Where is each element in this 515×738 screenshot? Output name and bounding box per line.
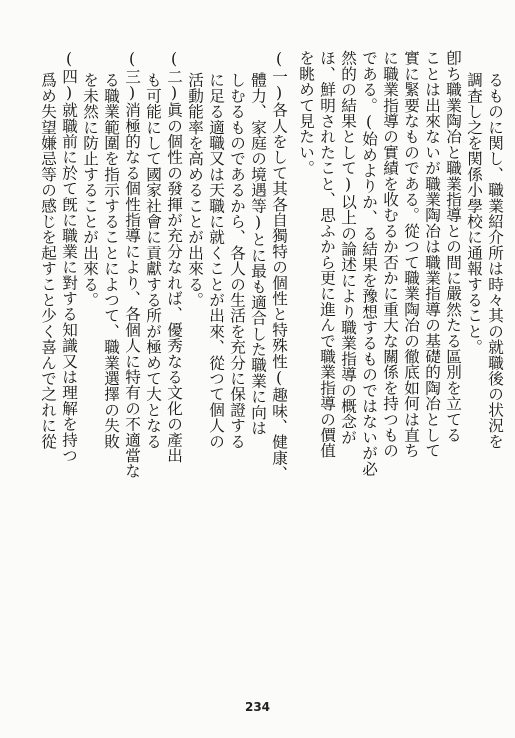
text-column: ほ、鮮明されたこと、思ふから更に進んで職業指導の價值 (318, 50, 336, 459)
page-number: 234 (244, 700, 271, 714)
text-column: を眺めて見たい。 (297, 50, 315, 176)
text-column: 調査し之を関係小學校に通報すること。 (465, 72, 483, 355)
text-column: 卽ち職業陶冶と職業指導との間に嚴然たる區別を立てる (444, 50, 462, 443)
list-item-column: (三)消極的なる個性指導により、各個人に特有の不適當な (123, 50, 141, 479)
text-column: に足る適職又は天職に就くことが出來、從つて個人の (207, 72, 225, 449)
text-column: る職業範圍を指示することによつて、職業選擇の失敗 (102, 72, 120, 449)
text-column: 實に緊要なものである。從つて職業陶冶の徹底如何は直ち (402, 50, 420, 459)
text-column: 然的の結果として)以上の論述により職業指導の概念が (339, 50, 357, 445)
list-item-column: (二)眞の個性の發揮が充分なれば、優秀なる文化の產出 (165, 50, 183, 463)
text-column: も可能にして國家社會に貢獻する所が極めて大となる (144, 72, 162, 449)
text-column: である。(始めよりか、る結果を豫想するものではないが必 (360, 50, 378, 477)
list-item-column: (四)就職前に於て旣に職業に對する知識又は理解を持つ (60, 50, 78, 463)
text-column: に職業指導の實績を收むるか否かに重大な關係を持つもの (381, 50, 399, 459)
text-column: 體力、家庭の境遇等)とに最も適合した職業に向は (249, 72, 267, 436)
list-item-column: (一)各人をして其各自獨特の個性と特殊性(趣味、健康、 (270, 50, 288, 482)
text-column: を未然に防止することが出來る。 (81, 72, 99, 308)
text-column: 活動能率を高めることが出來る。 (186, 72, 204, 308)
text-column: るものに関し、職業紹介所は時々其の就職後の状況を (486, 72, 504, 449)
text-column: 爲め失望嫌忌等の感じを起すこと少く喜んで之れに從 (39, 72, 57, 449)
text-column: ことは出來ないが職業陶冶は職業指導の基礎的陶冶として (423, 50, 441, 459)
text-column: しむるものであるから、各人の生活を充分に保證する (228, 72, 246, 449)
